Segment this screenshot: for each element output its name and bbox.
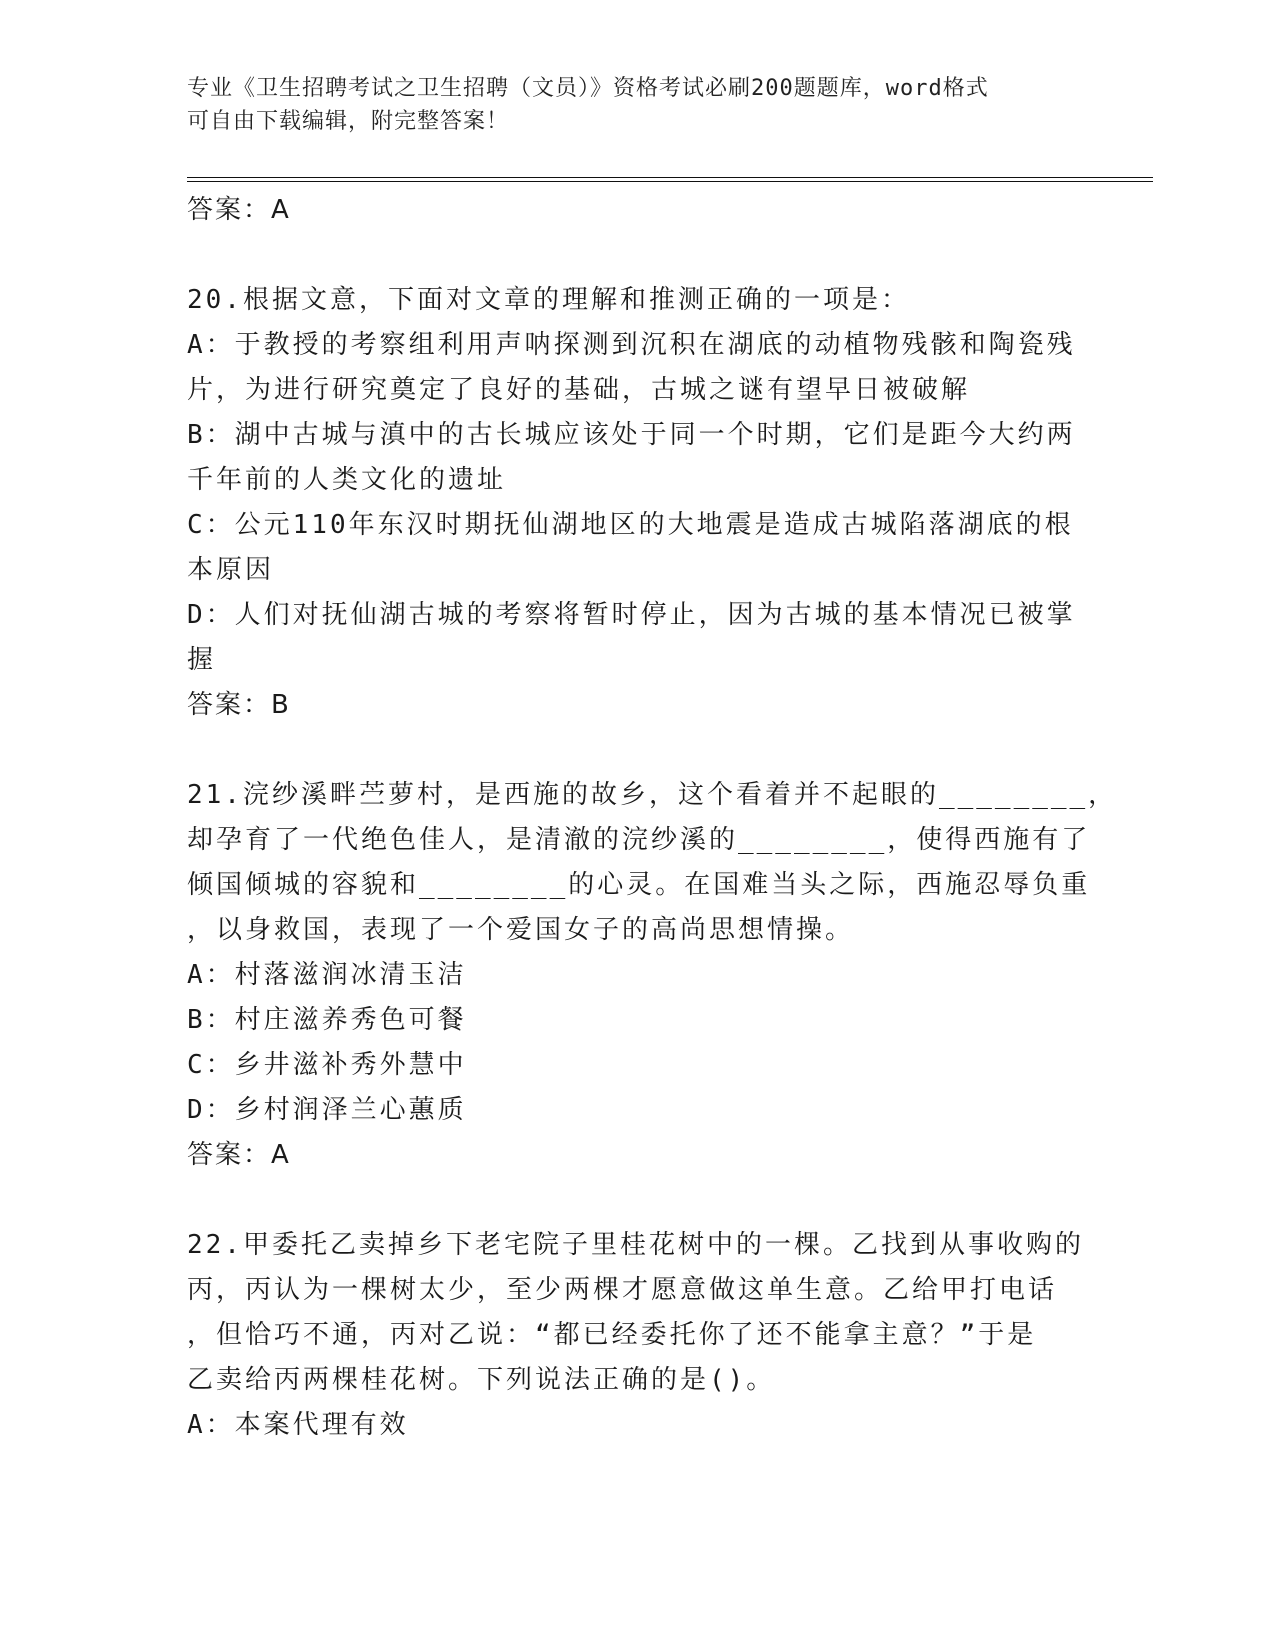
- answer-21: 答案：A: [187, 1140, 291, 1170]
- question-21-line: ，以身救国，表现了一个爱国女子的高尚思想情操。: [187, 915, 855, 945]
- question-20-line: A：于教授的考察组利用声呐探测到沉积在湖底的动植物残骸和陶瓷残: [187, 330, 1076, 360]
- question-21-line: 21.浣纱溪畔苎萝村，是西施的故乡，这个看着并不起眼的________，: [187, 780, 1118, 810]
- question-21-line: C：乡井滋补秀外慧中: [187, 1050, 467, 1080]
- header-line-1: 专业《卫生招聘考试之卫生招聘（文员）》资格考试必刷200题题库，word格式: [187, 76, 989, 101]
- document-header: [187, 72, 1067, 138]
- question-22-line: ，但恰巧不通，丙对乙说：“都已经委托你了还不能拿主意？”于是: [187, 1320, 1037, 1350]
- question-20-line: B：湖中古城与滇中的古长城应该处于同一个时期，它们是距今大约两: [187, 420, 1076, 450]
- answer-20: 答案：B: [187, 690, 291, 720]
- header-line-2: 可自由下载编辑，附完整答案！: [187, 109, 510, 134]
- question-20-line: 握: [187, 645, 217, 675]
- question-21-line: A：村落滋润冰清玉洁: [187, 960, 467, 990]
- question-20-line: C：公元110年东汉时期抚仙湖地区的大地震是造成古城陷落湖底的根: [187, 510, 1074, 540]
- question-21: [187, 773, 1118, 1178]
- answer-19: 答案：A: [187, 195, 291, 225]
- question-22-line: 乙卖给丙两棵桂花树。下列说法正确的是()。: [187, 1365, 776, 1395]
- header-divider-top: [187, 177, 1153, 178]
- question-21-line: D：乡村润泽兰心蕙质: [187, 1095, 467, 1125]
- question-21-line: B：村庄滋养秀色可餐: [187, 1005, 467, 1035]
- document-body: [187, 188, 1118, 1448]
- question-21-line: 却孕育了一代绝色佳人，是清澈的浣纱溪的________，使得西施有了: [187, 825, 1091, 855]
- question-20-line: D：人们对抚仙湖古城的考察将暂时停止，因为古城的基本情况已被掌: [187, 600, 1076, 630]
- question-20: [187, 278, 1087, 728]
- question-20-line: 本原因: [187, 555, 275, 585]
- spacer: [187, 233, 1087, 278]
- question-20-line: 片，为进行研究奠定了良好的基础，古城之谜有望早日被破解: [187, 375, 971, 405]
- question-20-line: 20.根据文意，下面对文章的理解和推测正确的一项是：: [187, 285, 910, 315]
- question-20-line: 千年前的人类文化的遗址: [187, 465, 507, 495]
- question-21-line: 倾国倾城的容貌和________的心灵。在国难当头之际，西施忍辱负重: [187, 870, 1091, 900]
- spacer: [187, 728, 1087, 773]
- question-22-line: 丙，丙认为一棵树太少，至少两棵才愿意做这单生意。乙给甲打电话: [187, 1275, 1058, 1305]
- header-divider-bottom: [187, 181, 1153, 182]
- question-22-line: 22.甲委托乙卖掉乡下老宅院子里桂花树中的一棵。乙找到从事收购的: [187, 1230, 1084, 1260]
- question-22-line: A：本案代理有效: [187, 1410, 409, 1440]
- question-22: [187, 1223, 1087, 1448]
- spacer: [187, 1178, 1087, 1223]
